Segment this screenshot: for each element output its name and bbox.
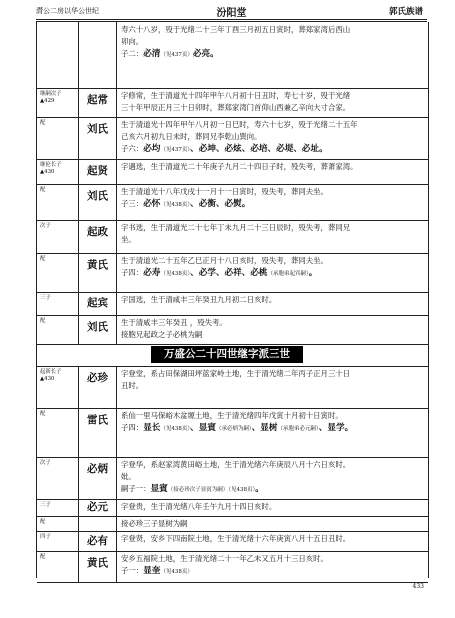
table-row (37, 220, 428, 254)
child-name: 显奎 (143, 566, 161, 576)
table-row (37, 516, 428, 532)
table-row (37, 22, 428, 89)
page-header (36, 4, 427, 18)
biography-cell (117, 531, 428, 551)
biography-line: 字国选，生于清咸丰三年癸丑九月初二日亥时。 (121, 295, 277, 304)
relation-cell (37, 22, 79, 88)
relation-label: 继伦长子 (40, 162, 62, 168)
child-name: 、显树 (251, 423, 278, 433)
biography-cell (117, 88, 428, 117)
child-name: 、必桃 (241, 268, 268, 278)
biography-line: 字遇选，生于清道光二十年庚子九月二十四日子时，殁失考，葬萧家湾。 (121, 162, 358, 171)
table-row (37, 551, 428, 583)
children-label: 子三： (121, 199, 144, 208)
biography-cell (117, 457, 428, 499)
child-name: 必怀 (143, 199, 161, 209)
child-name: 必均 (143, 144, 161, 154)
child-name: 必清 (143, 49, 161, 59)
biography-line: 字书选，生于清道光二十七年丁未九月二十三日辰时，殁失考，葬同兄 (121, 223, 351, 232)
biography-cell (117, 220, 428, 253)
biography-cell (117, 499, 428, 516)
child-name: 、必炫 (215, 144, 242, 154)
relation-cell (37, 117, 79, 159)
biography-line: 三十年甲辰正月三十日卯时，葬郑家湾门首仰山西兼乙辛向大寸合家。 (121, 103, 351, 112)
biography-line: 坐。 (121, 235, 136, 244)
relation-label: 起新长子 (40, 369, 62, 375)
table-row (37, 292, 428, 316)
section-banner: 万盛公二十四世继字派三世 (151, 346, 303, 363)
children-label: 子二： (121, 49, 144, 58)
biography-line: 安乡五福院土地，生于清光绪二十一年乙未又五月十三日亥时。 (121, 554, 328, 563)
child-name: 、必祥 (215, 268, 242, 278)
biography-line: 接胞兄起政之子必桃为嗣 (121, 330, 203, 339)
child-name: 、显 (318, 423, 336, 433)
child-name: 、必学 (190, 268, 216, 278)
header-center: 汾阳堂 (216, 8, 247, 19)
table-row (37, 117, 428, 160)
table-row (37, 159, 428, 185)
child-note: （承胞弟必元嗣） (277, 426, 319, 432)
relation-cell (37, 184, 79, 220)
biography-line: 系仙一里马保峪木盆塬土地，生于清光绪四年戊寅十月初十日寅时。 (121, 411, 343, 420)
relation-label: 配 (40, 318, 46, 324)
child-name: 、必址。 (293, 144, 328, 154)
children-line (121, 483, 424, 496)
child-name: 、必堤 (267, 144, 294, 154)
biography-cell (117, 315, 428, 344)
children-line (121, 267, 424, 280)
children-label: 子六： (121, 144, 144, 153)
table-row (37, 366, 428, 409)
biography-line: 己亥六月初九日未时，葬同兄李乾山巽向。 (121, 132, 262, 141)
relation-label: 继嗣次子 (40, 91, 62, 97)
child-note: （见438页） (160, 569, 193, 575)
biography-line: 字登贤，安乡下四南院土地，生于清光绪十六年庚寅八月十五日丑时。 (121, 534, 351, 543)
person-name: 起常 (79, 88, 117, 117)
child-note: （承必炳为嗣） (215, 426, 252, 432)
biography-cell (117, 292, 428, 315)
child-name: 、必培 (241, 144, 268, 154)
biography-cell (117, 22, 428, 88)
biography-cell (117, 159, 428, 184)
table-row (37, 315, 428, 345)
table-row (37, 184, 428, 221)
person-name: 刘氏 (79, 117, 117, 159)
biography-line: 卯向。 (121, 37, 144, 46)
section-banner-row (37, 344, 428, 367)
person-name: 刘氏 (79, 315, 117, 344)
child-note: （承胞弟起宾嗣） (267, 271, 309, 277)
children-line (121, 198, 424, 211)
biography-cell (117, 253, 428, 292)
biography-line: 生于清咸丰三年癸丑 ，殁失考。 (121, 318, 227, 327)
relation-label: 配 (40, 120, 46, 126)
child-name: 、显賓 (190, 423, 216, 433)
biography-line: 字登贵，生于清光绪八年壬午九月十四日亥时。 (121, 502, 277, 511)
person-name: 必炳 (79, 457, 117, 499)
biography-line: 生于清道光十八年戊戌十一月十一日寅时，殁失考，葬同夫坐。 (121, 187, 328, 196)
biography-cell (117, 366, 428, 408)
child-name: 。 (308, 268, 318, 278)
biography-line: 生于清道光十四年甲午八月初一日巳时，寿六十七岁，殁于光绪二十五年 (121, 120, 358, 129)
children-label: 子四： (121, 268, 144, 277)
person-name: 刘氏 (79, 184, 117, 220)
header-right: 郭氏族谱 (388, 7, 423, 17)
relation-cell (37, 315, 79, 344)
table-row (37, 531, 428, 552)
relation-cell (37, 408, 79, 457)
genealogy-table (36, 22, 429, 578)
table-row (37, 457, 428, 500)
biography-cell (117, 551, 428, 582)
child-note: （接必珍次子显賓为嗣）（见438页） (167, 487, 256, 493)
biography-line: 字登堂，系占田保湖田坪蓝家岭土地，生于清光绪二年丙子正月三十日 (121, 369, 351, 378)
person-name: 黄氏 (79, 551, 117, 582)
biography-cell (117, 117, 428, 159)
biography-line: 字登华，系赵家湾黄田峪土地，生于清光绪六年庚辰八月十六日亥时。 (121, 460, 351, 469)
children-line (121, 143, 424, 156)
biography-line: 妣。 (121, 472, 136, 481)
person-name: 必珍 (79, 366, 117, 408)
person-name (79, 516, 117, 531)
relation-cell (37, 499, 79, 516)
relation-label: 配 (40, 256, 46, 262)
relation-label: ▲430 (40, 169, 55, 175)
relation-cell (37, 516, 79, 531)
children-line (121, 422, 424, 435)
person-name (79, 22, 117, 88)
person-name: 雷氏 (79, 408, 117, 457)
person-name: 黄氏 (79, 253, 117, 292)
children-label: 嗣子一： (121, 484, 151, 493)
relation-cell (37, 220, 79, 253)
relation-cell (37, 366, 79, 408)
relation-label: 配 (40, 554, 46, 560)
child-name: 必寿 (143, 268, 161, 278)
child-name: 必亮。 (192, 49, 219, 59)
page-number: 433 (412, 583, 424, 590)
relation-label: 配 (40, 187, 46, 193)
relation-cell (37, 159, 79, 184)
biography-line: 接必珍三子显树为嗣 (121, 519, 188, 528)
relation-cell (37, 551, 79, 582)
child-note: （见438页） (160, 426, 191, 432)
table-row (37, 88, 428, 118)
table-row (37, 408, 428, 458)
person-name: 起贤 (79, 159, 117, 184)
header-rule (36, 19, 427, 20)
relation-label: 三子 (40, 502, 51, 508)
child-note: （见437页） (160, 147, 191, 153)
child-name: 显长 (143, 423, 161, 433)
children-label: 子四： (121, 423, 144, 432)
child-name: 、必衡 (190, 199, 216, 209)
biography-cell (117, 516, 428, 531)
relation-cell (37, 457, 79, 499)
header-left: 潸公二房以华公世纪 (36, 7, 99, 15)
relation-label: 次子 (40, 460, 51, 466)
person-name: 起宾 (79, 292, 117, 315)
relation-cell (37, 292, 79, 315)
child-note: （见438页） (160, 271, 191, 277)
relation-label: 次子 (40, 223, 51, 229)
biography-line: 生于清道光二十五年乙巳正月十八日亥时，殁失考，葬同夫坐。 (121, 256, 328, 265)
table-row (37, 499, 428, 517)
relation-cell (37, 253, 79, 292)
child-note: （见437页） (160, 52, 193, 58)
table-row (37, 253, 428, 293)
children-line (121, 48, 424, 61)
child-name: 。 (255, 484, 264, 494)
biography-cell (117, 408, 428, 457)
biography-line: 字修常，生于清道光十四年甲午八月初十日丑时，寿七十岁，殁于光绪 (121, 91, 351, 100)
relation-label: ▲429 (40, 98, 55, 104)
person-name: 起政 (79, 220, 117, 253)
relation-label: ▲430 (40, 376, 55, 382)
person-name: 必元 (79, 499, 117, 516)
children-line (121, 565, 424, 578)
child-name: 学。 (335, 423, 354, 433)
person-name: 必有 (79, 531, 117, 551)
relation-cell (37, 88, 79, 117)
biography-line: 丑时。 (121, 381, 144, 390)
relation-cell (37, 531, 79, 551)
relation-label: 四子 (40, 534, 51, 540)
relation-label: 配 (40, 411, 46, 417)
children-label: 子一： (121, 566, 144, 575)
child-name: 、必熨。 (215, 199, 251, 209)
relation-label: 三子 (40, 295, 51, 301)
child-note: （见438页） (160, 202, 191, 208)
child-name: 显賓 (150, 484, 168, 494)
relation-label: 配 (40, 519, 46, 525)
biography-cell (117, 184, 428, 220)
biography-line: 寿六十八岁，殁于光绪二十三年丁酉三月初五日寅时，葬郑家湾后西山 (121, 25, 351, 34)
child-name: 、必坤 (190, 144, 216, 154)
